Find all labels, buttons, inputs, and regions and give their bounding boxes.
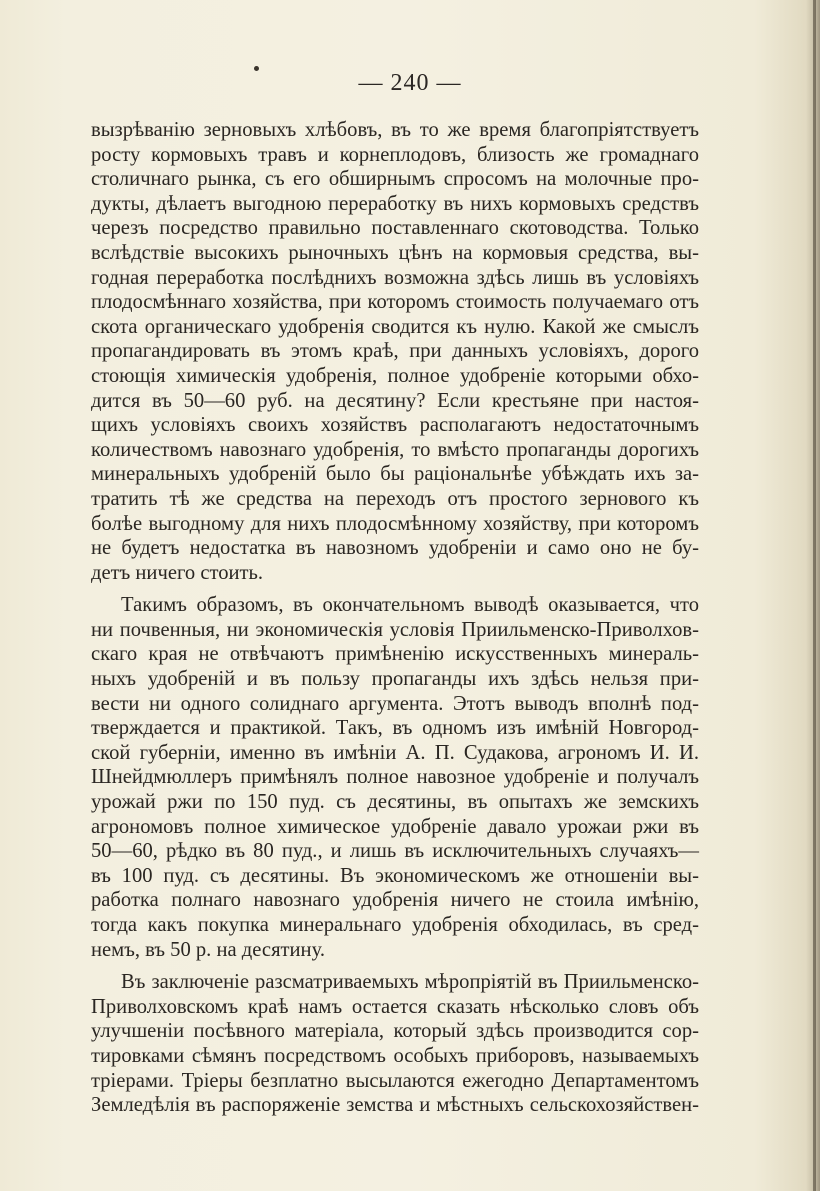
text-line: 50—60, рѣдко въ 80 пуд., и лишь въ исключительныхъ случаяхъ— — [91, 840, 699, 863]
text-line: тверждается и практикой. Такъ, въ одномъ изъ имѣній Новгород- — [91, 717, 699, 740]
text-line: Такимъ образомъ, въ окончательномъ выводѣ оказывается, что — [121, 594, 699, 617]
text-line: вслѣдствіе высокихъ рыночныхъ цѣнъ на кормовыя средства, вы- — [91, 241, 699, 264]
text-line: столичнаго рынка, съ его обширнымъ спросомъ на молочные про- — [91, 168, 699, 191]
text-line: черезъ посредство правильно поставленнаго скотоводства. Только — [91, 217, 699, 240]
paragraph — [91, 970, 699, 1118]
text-line: росту кормовыхъ травъ и корнеплодовъ, близость же громаднаго — [91, 143, 699, 166]
text-line: минеральныхъ удобреній было бы раціональнѣе убѣждать ихъ за- — [91, 463, 699, 486]
paragraph — [91, 593, 699, 962]
text-line: пропагандировать въ этомъ краѣ, при данныхъ условіяхъ, дорого — [91, 340, 699, 363]
text-line: Земледѣлія въ распоряженіе земства и мѣстныхъ сельскохозяйствен- — [91, 1094, 699, 1117]
text-line: ныхъ удобреній и въ пользу пропаганды ихъ здѣсь нельзя при- — [91, 668, 699, 691]
text-line: скаго края не отвѣчаютъ примѣненію искусственныхъ минераль- — [91, 643, 699, 666]
text-line: плодосмѣннаго хозяйства, при которомъ стоимость получаемаго отъ — [91, 291, 699, 314]
text-line: щихъ условіяхъ своихъ хозяйствъ располагаютъ недостаточнымъ — [91, 414, 699, 437]
text-line: скота органическаго удобренія сводится къ нулю. Какой же смыслъ — [91, 315, 699, 338]
text-line: тировками сѣмянъ посредствомъ особыхъ приборовъ, называемыхъ — [91, 1044, 699, 1067]
text-line: тріерами. Тріеры безплатно высылаются ежегодно Департаментомъ — [91, 1069, 699, 1092]
text-line: ской губерніи, именно въ имѣніи А. П. Судакова, агрономъ И. И. — [91, 741, 699, 764]
text-line: стоющія химическія удобренія, полное удобреніе которыми обхо- — [91, 364, 699, 387]
page-number: — 240 — — [358, 70, 462, 96]
text-line: урожай ржи по 150 пуд. съ десятины, въ опытахъ же земскихъ — [91, 791, 699, 814]
text-line: агрономовъ полное химическое удобреніе давало урожаи ржи въ — [91, 815, 699, 838]
text-line: годная переработка послѣднихъ возможна здѣсь лишь въ условіяхъ — [91, 266, 699, 289]
text-line: улучшеніи посѣвного матеріала, который здѣсь производится сор- — [91, 1020, 699, 1043]
page-edge — [806, 0, 820, 1191]
text-line: дукты, дѣлаетъ выгодною переработку въ нихъ кормовыхъ средствъ — [91, 192, 699, 215]
text-line: немъ, въ 50 р. на десятину. — [91, 938, 325, 961]
text-line: болѣе выгодному для нихъ плодосмѣнному хозяйству, при которомъ — [91, 512, 699, 535]
text-line: тратить тѣ же средства на переходъ отъ простого зернового къ — [91, 487, 699, 510]
text-line: работка полнаго навознаго удобренія ничего не стоила имѣнію, — [91, 889, 699, 912]
text-line: ни почвенныя, ни экономическія условія Приильменско-Приволхов- — [91, 618, 699, 641]
text-line: вести ни одного солиднаго аргумента. Этотъ выводъ вполнѣ под- — [91, 692, 699, 715]
text-line: Шнейдмюллеръ примѣнялъ полное навозное удобреніе и получалъ — [91, 766, 699, 789]
text-line: не будетъ недостатка въ навозномъ удобреніи и само оно не бу- — [91, 537, 699, 560]
body-text — [91, 118, 699, 1118]
text-line: Приволховскомъ краѣ намъ остается сказать нѣсколько словъ объ — [91, 995, 699, 1018]
text-line: детъ ничего стоить. — [91, 561, 264, 584]
text-line: вызрѣванію зерновыхъ хлѣбовъ, въ то же время благопріятствуетъ — [91, 119, 699, 141]
text-line: тогда какъ покупка минеральнаго удобренія обходилась, въ сред- — [91, 914, 699, 936]
text-line: дится въ 50—60 руб. на десятину? Если крестьяне при настоя- — [91, 389, 699, 412]
paragraph — [91, 118, 699, 585]
text-line: въ 100 пуд. съ десятины. Въ экономическомъ же отношеніи вы- — [91, 864, 699, 887]
text-line: Въ заключеніе разсматриваемыхъ мѣропріятій въ Приильменско- — [121, 971, 699, 994]
text-line: количествомъ навознаго удобренія, то вмѣсто пропаганды дорогихъ — [91, 438, 699, 461]
